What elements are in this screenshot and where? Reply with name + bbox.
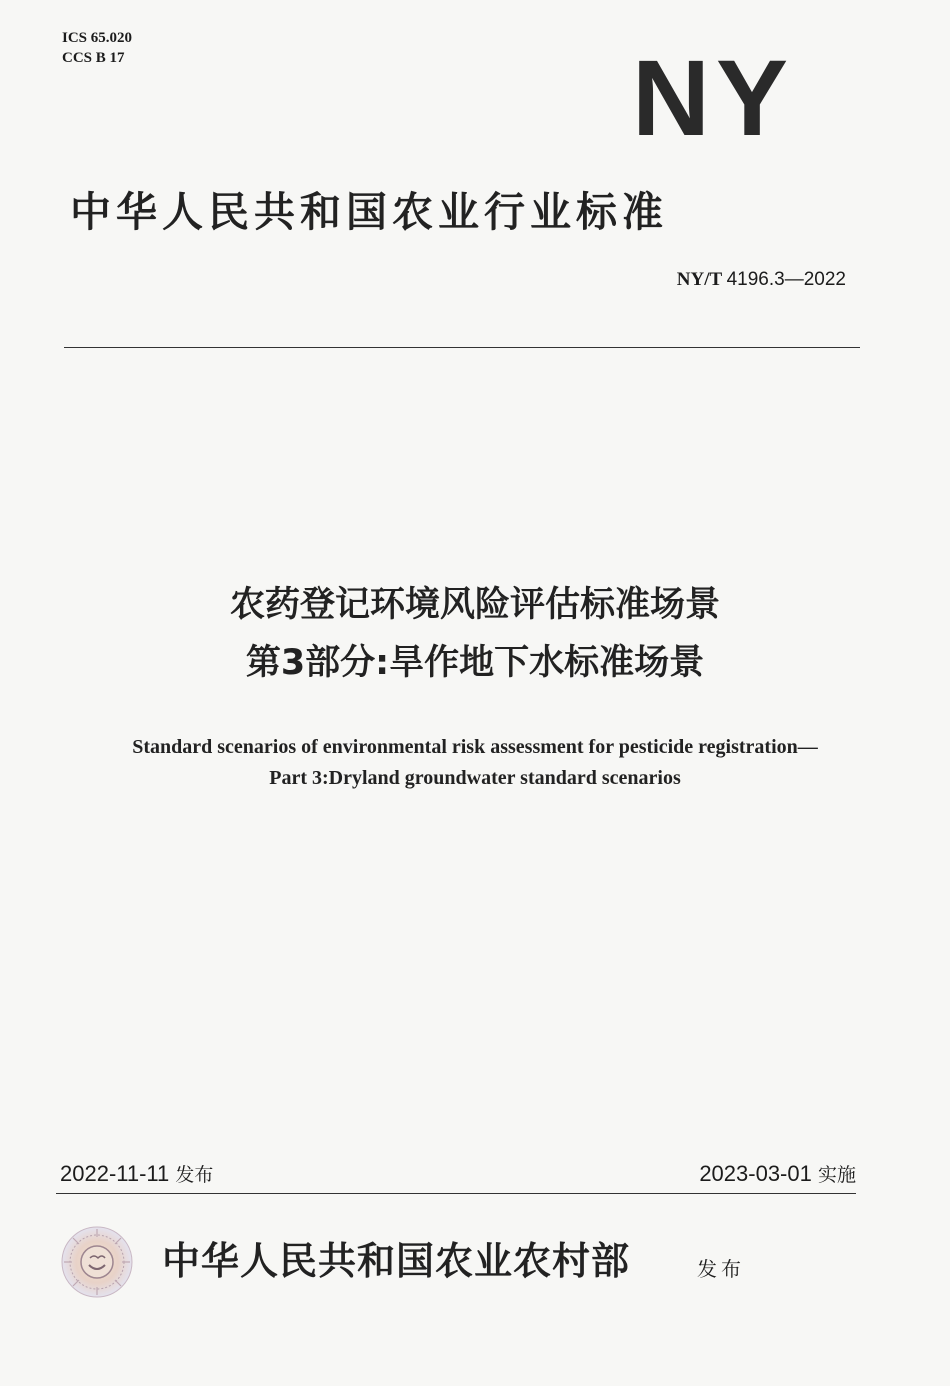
header-divider — [64, 347, 860, 348]
issue-date: 2022-11-11 — [60, 1161, 170, 1186]
english-title — [0, 732, 950, 794]
chinese-title-line1: 农药登记环境风险评估标准场景 — [229, 585, 720, 625]
english-title-line1: Standard scenarios of environmental risk assessment for pesticide registration— — [132, 736, 818, 758]
implement-label: 实施 — [817, 1164, 856, 1186]
english-title-line2: Part 3:Dryland groundwater standard scenarios — [269, 767, 681, 789]
standard-number — [677, 268, 846, 292]
ccs-code: CCS B 17 — [62, 50, 125, 66]
publish-label: 发布 — [697, 1257, 745, 1281]
classification-codes — [62, 28, 132, 68]
ics-code: ICS 65.020 — [62, 30, 133, 46]
implement-date: 2023-03-01 — [699, 1161, 812, 1186]
issuing-ministry: 中华人民共和国农业农村部 — [162, 1238, 631, 1283]
implement-date-block — [699, 1160, 856, 1189]
industry-standard-title: 中华人民共和国农业行业标准 — [70, 188, 668, 236]
issue-date-block — [60, 1160, 213, 1189]
footer-divider — [56, 1193, 856, 1194]
issue-label: 发布 — [175, 1164, 214, 1186]
chinese-title-line2: 第3部分:旱作地下水标准场景 — [245, 643, 705, 683]
ministry-emblem-icon — [60, 1225, 134, 1299]
standard-prefix: NY/T — [676, 269, 722, 290]
standard-code: 4196.3—2022 — [726, 269, 846, 290]
ny-logo: NY — [632, 37, 795, 158]
chinese-title — [0, 576, 950, 692]
